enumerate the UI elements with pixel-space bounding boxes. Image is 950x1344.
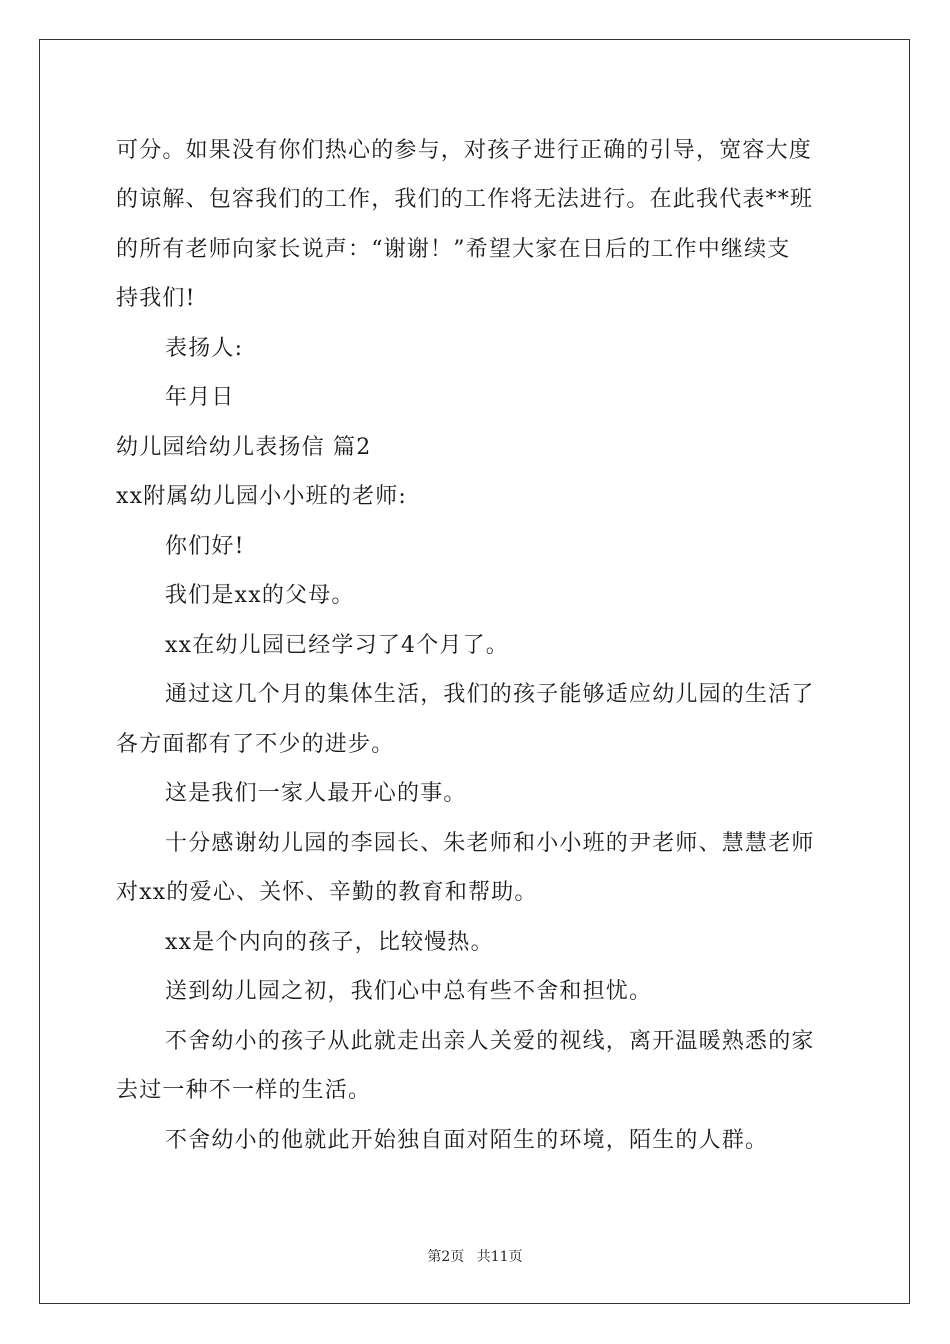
text-line: 不舍幼小的他就此开始独自面对陌生的环境，陌生的人群。 [165, 1128, 769, 1153]
text-line: 表扬人: [165, 336, 244, 361]
page-number: 第2页 [427, 1249, 465, 1265]
salutation: xx附属幼儿园小小班的老师: [116, 484, 408, 509]
text-line: 这是我们一家人最开心的事。 [165, 781, 467, 806]
page-footer [0, 1246, 950, 1266]
section-heading: 幼儿园给幼儿表扬信 篇2 [116, 435, 372, 460]
page-border [39, 39, 910, 1304]
text-line: 不舍幼小的孩子从此就走出亲人关爱的视线，离开温暖熟悉的家 [165, 1029, 815, 1054]
text-line: 的所有老师向家长说声：“谢谢！”希望大家在日后的工作中继续支 [116, 237, 791, 262]
text-line: 通过这几个月的集体生活，我们的孩子能够适应幼儿园的生活了 [165, 682, 815, 707]
text-line: 年月日 [165, 385, 235, 410]
text-line: 你们好! [165, 534, 245, 559]
text-line: 可分。如果没有你们热心的参与，对孩子进行正确的引导，宽容大度 [116, 138, 813, 163]
text-line: 去过一种不一样的生活。 [116, 1078, 372, 1103]
text-line: 送到幼儿园之初，我们心中总有些不舍和担忧。 [165, 979, 653, 1004]
text-line: 我们是xx的父母。 [165, 583, 355, 608]
text-line: xx在幼儿园已经学习了4个月了。 [165, 633, 510, 658]
text-line: 持我们! [116, 286, 196, 311]
text-line: 十分感谢幼儿园的李园长、朱老师和小小班的尹老师、慧慧老师 [165, 831, 815, 856]
text-line: 对xx的爱心、关怀、辛勤的教育和帮助。 [116, 880, 538, 905]
page-total: 共11页 [476, 1249, 523, 1265]
text-line: xx是个内向的孩子，比较慢热。 [165, 930, 494, 955]
text-line: 各方面都有了不少的进步。 [116, 732, 395, 757]
text-line: 的谅解、包容我们的工作，我们的工作将无法进行。在此我代表**班 [116, 187, 814, 212]
